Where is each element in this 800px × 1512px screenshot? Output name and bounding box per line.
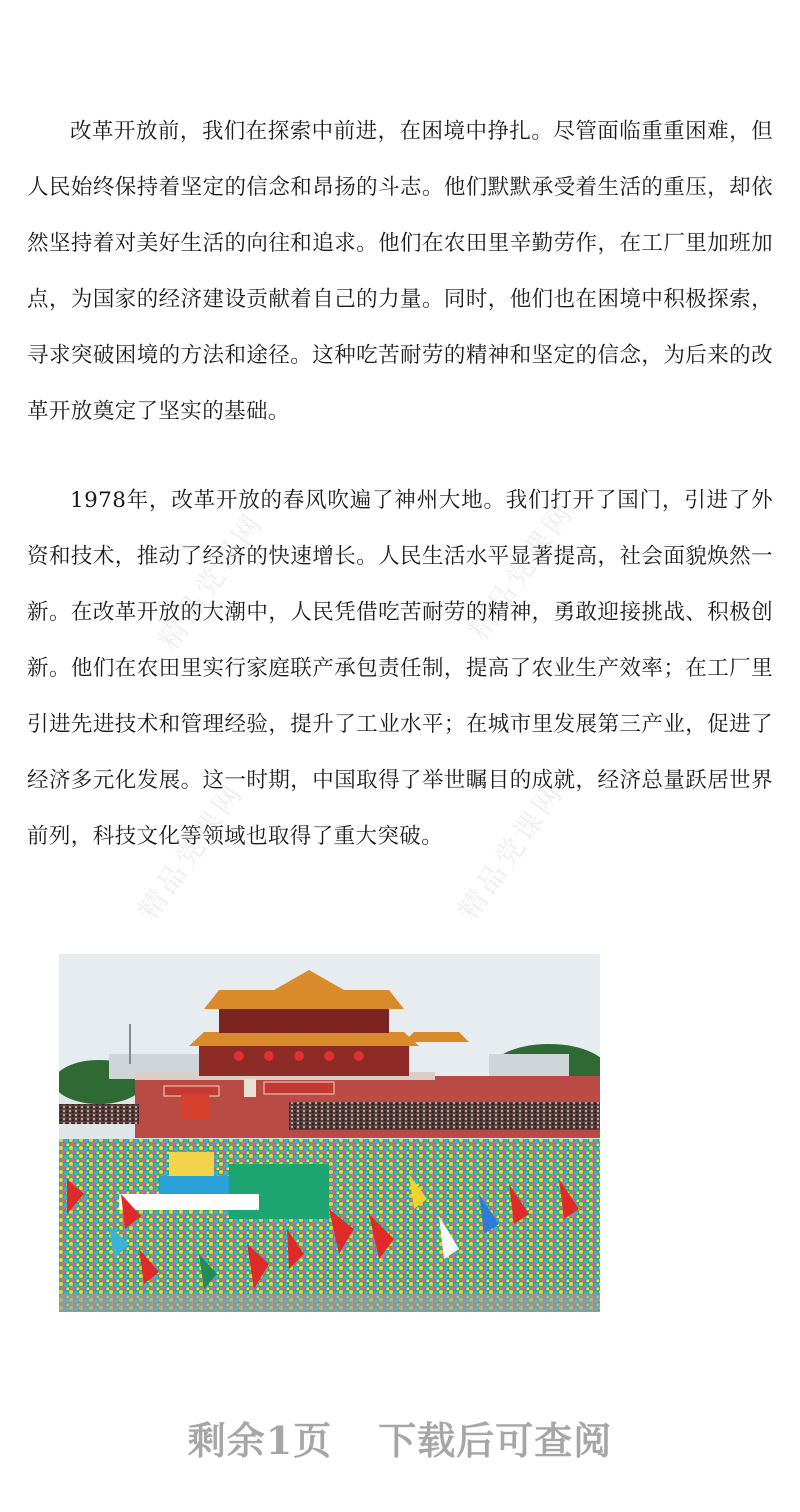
watermark: 精品党课网 [151,505,271,656]
paragraph-reform-1978: 1978年，改革开放的春风吹遍了神州大地。我们打开了国门，引进了外资和技术，推动了经济的快速增长。人民生活水平显著提高，社会面貌焕然一新。在改革开放的大潮中，人民凭借吃苦耐劳的精神，勇敢迎接挑战、积极创新。他们在农田里实行家庭联产承包责任制，提高了农业生产效率；在工厂里引进先进技术和管理经验，提升了工业水平；在城市里发展第三产业，促进了经济多元化发展。这一时期，中国取得了举世瞩目的成就，经济总量跃居世界前列，科技文化等领域也取得了重大突破。 [27,488,773,849]
paragraph-pre-reform: 改革开放前，我们在探索中前进，在困境中挣扎。尽管面临重重困难，但人民始终保持着坚定的信念和昂扬的斗志。他们默默承受着生活的重压，却依然坚持着对美好生活的向往和追求。他们在农田里辛勤劳作，在工厂里加班加点，为国家的经济建设贡献着自己的力量。同时，他们也在困境中积极探索，寻求突破困境的方法和途径。这种吃苦耐劳的精神和坚定的信念，为后来的改革开放奠定了坚实的基础。 [27,119,773,424]
watermark: 精品党课网 [451,775,571,926]
remaining-pages-text: 剩余1页 [187,1418,333,1463]
watermark: 精品党课网 [461,495,581,646]
tiananmen-parade-photo [59,954,600,1312]
remaining-pages-notice[interactable] [0,1410,800,1465]
photo-illustration [59,954,600,1312]
download-to-view-text[interactable]: 下载后可查阅 [378,1418,613,1463]
watermark: 精品党课网 [131,775,251,926]
